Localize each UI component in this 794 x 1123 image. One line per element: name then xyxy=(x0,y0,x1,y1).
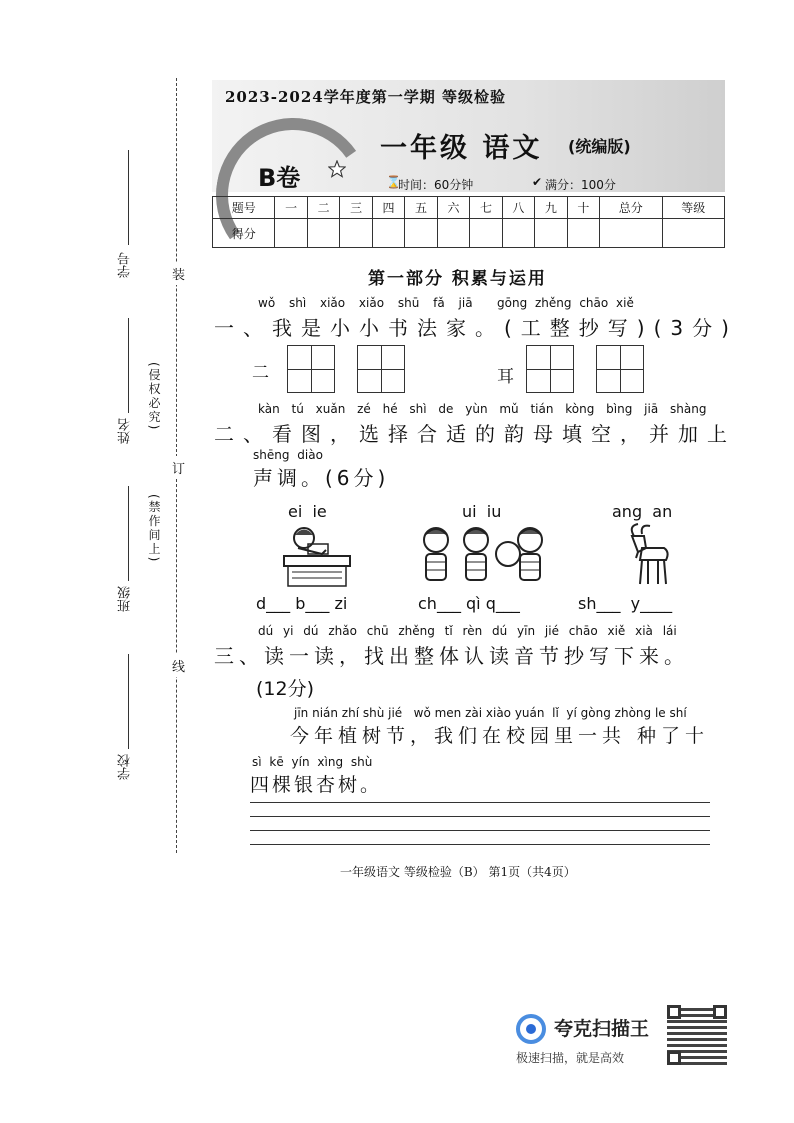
q1-char-er: 二 xyxy=(252,363,269,383)
score-header-cell: 三 xyxy=(340,197,372,219)
score-input-cell[interactable] xyxy=(502,219,534,248)
answer-line-1[interactable] xyxy=(250,802,710,803)
school-label: 学校 xyxy=(118,754,133,780)
score-header-cell: 六 xyxy=(437,197,469,219)
score-row-label: 得分 xyxy=(213,219,275,248)
exam-time: 时间：60分钟 xyxy=(398,178,474,192)
binding-note: (禁作间上) xyxy=(147,494,161,564)
qr-code-icon xyxy=(667,1005,727,1065)
desk-child-illustration xyxy=(282,522,352,588)
score-header-cell: 五 xyxy=(405,197,437,219)
score-header-cell: 二 xyxy=(307,197,339,219)
star-icon xyxy=(328,160,346,178)
exam-year-title: 2023-2024学年度第一学期 等级检验 xyxy=(225,88,506,106)
writing-grid-3[interactable] xyxy=(526,345,574,393)
score-input-cell[interactable] xyxy=(275,219,307,248)
score-input-cell[interactable] xyxy=(372,219,404,248)
score-header-cell: 一 xyxy=(275,197,307,219)
score-input-cell[interactable] xyxy=(340,219,372,248)
score-input-cell[interactable] xyxy=(405,219,437,248)
q3-passage-text-1: 今年植树节，我们在校园里一共 种了十 xyxy=(290,725,710,747)
class-blank xyxy=(128,486,129,581)
q1-pinyin-b: gōng zhěng chāo xiě xyxy=(497,296,634,310)
binding-char-zhuang: 装 xyxy=(172,262,185,285)
q2-options-3: ang an xyxy=(612,502,673,521)
student-no-label: 学号 xyxy=(118,252,133,278)
score-table xyxy=(212,196,725,248)
q2-blank-2[interactable]: ch___ qì q___ xyxy=(418,594,520,613)
children-bubble-illustration xyxy=(418,524,548,586)
score-input-cell[interactable] xyxy=(567,219,599,248)
student-no-blank xyxy=(128,150,129,245)
score-input-cell[interactable] xyxy=(600,219,662,248)
score-input-cell[interactable] xyxy=(662,219,725,248)
q3-score: (12分) xyxy=(256,678,315,700)
grade-subject-title: 一年级 语文 xyxy=(380,133,543,164)
page-footer: 一年级语文 等级检验（B） 第1页（共4页） xyxy=(340,865,576,879)
q2-text-line1: 二、看图，选择合适的韵母填空，并加上 xyxy=(214,422,736,446)
writing-grid-1[interactable] xyxy=(287,345,335,393)
score-table-header-row xyxy=(213,197,725,219)
q2-blank-1[interactable]: d___ b___ zi xyxy=(256,594,348,613)
q3-pinyin-line1: dú yi dú zhǎo chū zhěng tǐ rèn dú yīn jié chāo xiě xià lái xyxy=(258,624,677,638)
score-header-cell: 四 xyxy=(372,197,404,219)
score-input-cell[interactable] xyxy=(307,219,339,248)
q2-pinyin-line1: kàn tú xuǎn zé hé shì de yùn mǔ tián kòng bìng jiā shàng xyxy=(258,402,707,416)
part-one-title: 第一部分 积累与运用 xyxy=(368,269,547,289)
binding-char-xian: 线 xyxy=(172,654,185,677)
score-input-cell[interactable] xyxy=(437,219,469,248)
name-label: 姓名 xyxy=(118,418,133,444)
scanner-slogan: 极速扫描，就是高效 xyxy=(516,1051,625,1065)
scanner-logo-icon xyxy=(516,1014,546,1044)
writing-grid-4[interactable] xyxy=(596,345,644,393)
score-header-cell: 九 xyxy=(535,197,567,219)
score-header-cell: 八 xyxy=(502,197,534,219)
score-header-cell: 七 xyxy=(470,197,502,219)
score-input-cell[interactable] xyxy=(535,219,567,248)
q1-pinyin-a: wǒ shì xiǎo xiǎo shū fǎ jiā xyxy=(258,296,473,310)
scanner-brand: 夸克扫描王 xyxy=(554,1018,650,1040)
full-score: 满分：100分 xyxy=(545,178,616,192)
score-header-cell: 总分 xyxy=(600,197,662,219)
binding-char-ding: 订 xyxy=(172,456,185,479)
answer-line-4[interactable] xyxy=(250,844,710,845)
q2-options-2: ui iu xyxy=(462,502,502,521)
answer-line-3[interactable] xyxy=(250,830,710,831)
check-circle-icon: ✔ xyxy=(532,175,543,189)
qr-corner xyxy=(667,1051,681,1065)
q2-text-line2: 声调。(6分) xyxy=(253,466,390,490)
answer-line-2[interactable] xyxy=(250,816,710,817)
q2-options-1: ei ie xyxy=(288,502,327,521)
q3-passage-pinyin-1: jīn nián zhí shù jié wǒ men zài xiào yuán lǐ yí gòng zhòng le shí xyxy=(294,706,687,720)
q3-passage-text-2: 四棵银杏树。 xyxy=(250,774,383,796)
score-header-cell: 等级 xyxy=(662,197,725,219)
writing-grid-2[interactable] xyxy=(357,345,405,393)
q3-text-line1: 三、读一读，找出整体认读音节抄写下来。 xyxy=(214,644,689,668)
q2-pinyin-line2: shēng diào xyxy=(253,448,323,462)
class-label: 班级 xyxy=(118,586,133,612)
q3-passage-pinyin-2: sì kē yín xìng shù xyxy=(252,755,373,769)
q1-text: 一、我是小小书法家。(工整抄写)(3分) xyxy=(214,316,738,340)
q2-blank-3[interactable]: sh___ y____ xyxy=(578,594,673,613)
copyright-note: (侵权必究) xyxy=(147,362,161,432)
score-header-cell: 十 xyxy=(567,197,599,219)
name-blank xyxy=(128,318,129,413)
qr-corner xyxy=(713,1005,727,1019)
qr-corner xyxy=(667,1005,681,1019)
q1-char-ear: 耳 xyxy=(497,367,514,387)
goat-illustration xyxy=(624,522,672,588)
volume-label: B卷 xyxy=(258,164,301,192)
score-header-cell: 题号 xyxy=(213,197,275,219)
score-table-score-row xyxy=(213,219,725,248)
edition-label: (统编版) xyxy=(568,137,631,156)
hourglass-icon: ⌛ xyxy=(386,175,401,189)
score-input-cell[interactable] xyxy=(470,219,502,248)
school-blank xyxy=(128,654,129,749)
